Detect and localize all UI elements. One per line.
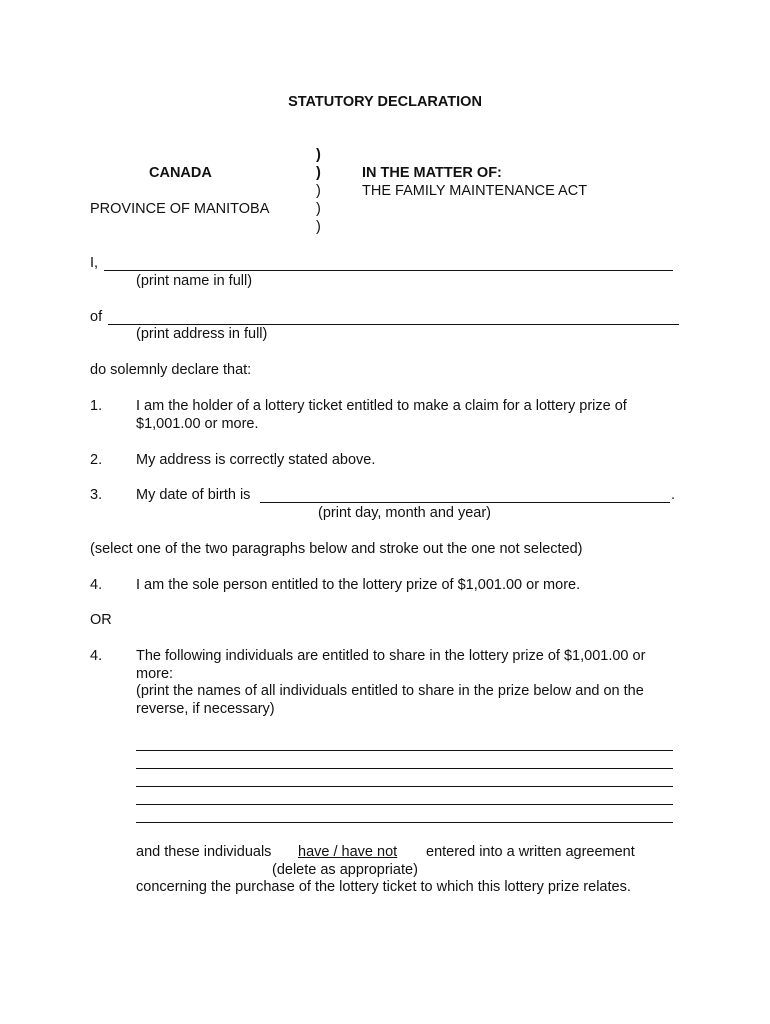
option-b-line-3: (print the names of all individuals entitled to share in the prize below and on the [136, 683, 644, 699]
bracket-2: ) [316, 165, 321, 181]
option-b-line-2: more: [136, 666, 174, 682]
declaration-intro: do solemnly declare that: [90, 362, 252, 378]
item-2-line-1: My address is correctly stated above. [136, 452, 376, 468]
province-label: PROVINCE OF MANITOBA [90, 201, 270, 217]
item-3-number: 3. [90, 487, 103, 503]
bracket-1: ) [316, 147, 321, 163]
item-3-end: . [671, 487, 676, 503]
names-fill-line[interactable] [136, 768, 673, 769]
option-b-line-4: reverse, if necessary) [136, 701, 275, 717]
option-b-number: 4. [90, 648, 103, 664]
option-a-text: I am the sole person entitled to the lottery prize of $1,001.00 or more. [136, 577, 581, 593]
address-fill-line[interactable] [108, 324, 679, 325]
option-b-line-1: The following individuals are entitled to share in the lottery prize of $1,001.00 or [136, 648, 646, 664]
option-a-number: 4. [90, 577, 103, 593]
or-label: OR [90, 612, 112, 628]
address-hint: (print address in full) [136, 326, 268, 342]
matter-act: THE FAMILY MAINTENANCE ACT [362, 183, 588, 199]
birthdate-fill-line[interactable] [260, 502, 670, 503]
country-label: CANADA [149, 165, 212, 181]
agreement-choice[interactable]: have / have not [298, 844, 398, 860]
document-title: STATUTORY DECLARATION [288, 94, 482, 110]
select-note: (select one of the two paragraphs below and stroke out the one not selected) [90, 541, 583, 557]
agreement-closing: concerning the purchase of the lottery ticket to which this lottery prize relates. [136, 879, 631, 895]
names-fill-line[interactable] [136, 804, 673, 805]
names-fill-line[interactable] [136, 822, 673, 823]
name-fill-line[interactable] [104, 270, 673, 271]
item-1-line-1: I am the holder of a lottery ticket entitled to make a claim for a lottery prize of [136, 398, 627, 414]
birthdate-hint: (print day, month and year) [318, 505, 492, 521]
agreement-suffix: entered into a written agreement [426, 844, 635, 860]
matter-heading: IN THE MATTER OF: [362, 165, 502, 181]
item-3-line-1: My date of birth is [136, 487, 251, 503]
item-1-line-2: $1,001.00 or more. [136, 416, 259, 432]
address-prefix: of [90, 309, 103, 325]
item-2-number: 2. [90, 452, 103, 468]
bracket-5: ) [316, 219, 321, 235]
name-hint: (print name in full) [136, 273, 253, 289]
agreement-prefix: and these individuals [136, 844, 272, 860]
name-prefix: I, [90, 255, 99, 271]
bracket-4: ) [316, 201, 321, 217]
delete-hint: (delete as appropriate) [272, 862, 418, 878]
item-1-number: 1. [90, 398, 103, 414]
names-fill-line[interactable] [136, 750, 673, 751]
names-fill-line[interactable] [136, 786, 673, 787]
bracket-3: ) [316, 183, 321, 199]
